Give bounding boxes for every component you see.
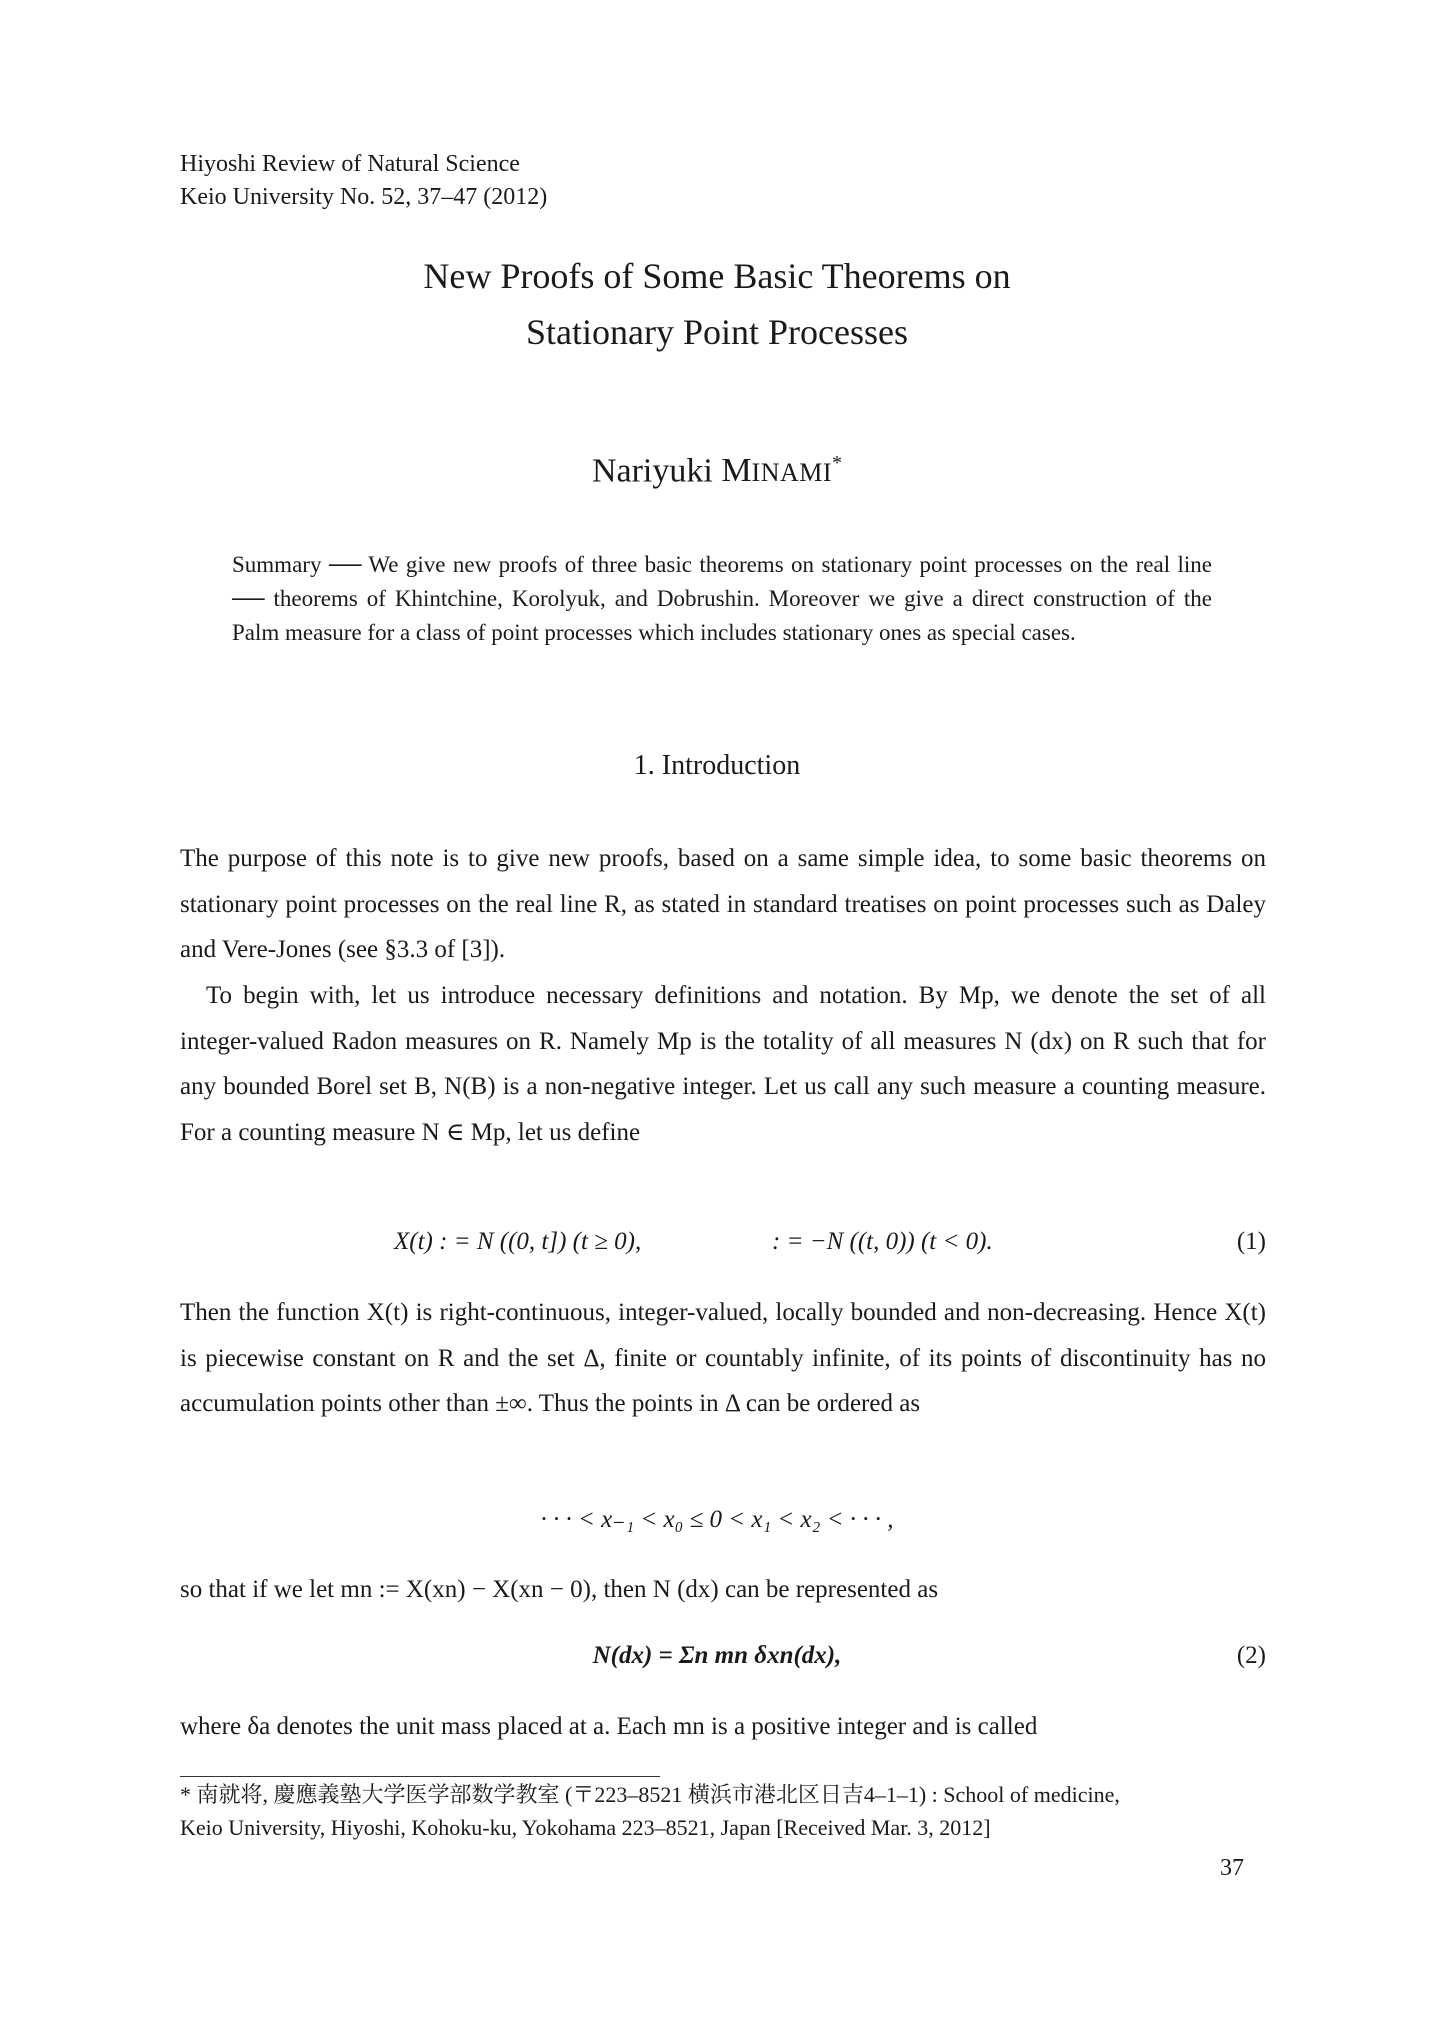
title-line-1: New Proofs of Some Basic Theorems on — [423, 256, 1011, 296]
footnote-rule — [180, 1776, 660, 1777]
footnote — [180, 1778, 1270, 1844]
paragraph-4: so that if we let mn := X(xn) − X(xn − 0), then N (dx) can be represented as — [180, 1576, 939, 1603]
equation-1-number: (1) — [1236, 1228, 1266, 1255]
journal-issue: Keio University No. 52, 37–47 (2012) — [180, 184, 548, 210]
equation-2-number: (2) — [1236, 1642, 1266, 1669]
footnote-line-1: * 南就将, 慶應義塾大学医学部数学教室 (〒223–8521 横浜市港北区日吉4–1–1) : School of medicine, — [180, 1782, 1120, 1807]
journal-header — [180, 148, 547, 214]
section-heading: 1. Introduction — [633, 750, 801, 781]
paper-title — [0, 248, 1434, 360]
author-footnote-mark: * — [832, 452, 843, 474]
summary: Summary ── We give new proofs of three basic theorems on stationary point processes on the real line ── theorems of Khintchine, Korolyuk, and Dobrushin. Moreover we give a direct construction of the Palm measure for a class of point processes which includes stationary ones as special cases. — [232, 552, 1212, 645]
ordering-equation: · · · < x₋₁ < x₀ ≤ 0 < x₁ < x₂ < · · · , — [540, 1506, 894, 1533]
equation-1-left: X(t) : = N ((0, t]) (t ≥ 0), — [394, 1228, 642, 1255]
author-family-name: MINAMI — [721, 452, 833, 490]
equation-2: N(dx) = Σn mn δxn(dx), — [592, 1642, 842, 1669]
paragraph-1: The purpose of this note is to give new proofs, based on a same simple idea, to some basic theorems on stationary point processes on the real line R, as stated in standard treatises on point processes such as Daley and Vere-Jones (see §3.3 of [3]). — [180, 845, 1266, 963]
footnote-line-2: Keio University, Hiyoshi, Kohoku-ku, Yokohama 223–8521, Japan [Received Mar. 3, 2012] — [180, 1815, 991, 1840]
author-given-name: Nariyuki — [591, 452, 713, 490]
equation-1-right: : = −N ((t, 0)) (t < 0). — [772, 1228, 993, 1255]
title-line-2: Stationary Point Processes — [526, 312, 908, 352]
paragraph-5: where δa denotes the unit mass placed at a. Each mn is a positive integer and is called — [180, 1713, 1038, 1740]
journal-name: Hiyoshi Review of Natural Science — [180, 151, 520, 177]
paragraph-2: To begin with, let us introduce necessary definitions and notation. By Mp, we denote the set of all integer-valued Radon measures on R. Namely Mp is the totality of all measures N (dx) on R such that for any bounded Borel set B, N(B) is a non-negative integer. Let us call any such measure a counting measure. For a counting measure N ∈ Mp, let us define — [180, 982, 1266, 1146]
paragraph-3: Then the function X(t) is right-continuous, integer-valued, locally bounded and non-decreasing. Hence X(t) is piecewise constant on R and the set Δ, finite or countably infinite, of its points of discontinuity has no accumulation points other than ±∞. Thus the points in Δ can be ordered as — [180, 1299, 1266, 1417]
author — [0, 452, 1434, 490]
page-number: 37 — [1220, 1855, 1244, 1881]
